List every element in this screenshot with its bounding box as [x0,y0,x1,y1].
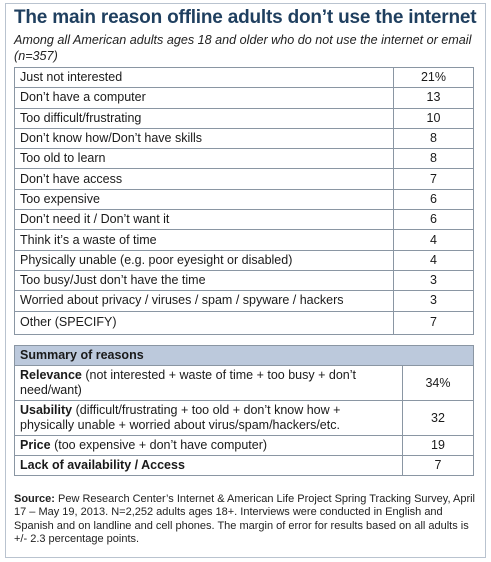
summary-name: Price [20,438,51,452]
reason-label: Don’t have access [15,169,394,189]
summary-detail: (difficult/frustrating + too old + don’t know how + physically unable + worried about virus/spam/hackers/etc. [20,403,341,432]
reason-label: Too old to learn [15,149,394,169]
reason-value: 3 [394,291,474,311]
reason-value: 13 [394,88,474,108]
reason-label: Don’t need it / Don’t want it [15,210,394,230]
summary-label [15,366,403,401]
reason-label: Too busy/Just don’t have the time [15,270,394,290]
reason-value: 6 [394,189,474,209]
summary-name: Usability [20,403,73,417]
summary-value: 7 [403,456,474,476]
table-row [15,270,474,290]
table-row [15,68,474,88]
reason-label: Physically unable (e.g. poor eyesight or disabled) [15,250,394,270]
reason-label: Don’t have a computer [15,88,394,108]
reason-label: Too expensive [15,189,394,209]
summary-row [15,436,474,456]
table-row [15,311,474,334]
summary-value: 32 [403,401,474,436]
summary-table [14,345,474,476]
summary-value: 19 [403,436,474,456]
table-row [15,250,474,270]
source-note [14,493,476,546]
source-label: Source: [14,493,55,505]
table-row [15,128,474,148]
table-row [15,169,474,189]
subtitle: Among all American adults ages 18 and older who do not use the internet or email (n=357) [14,33,472,63]
summary-name: Lack of availability / Access [20,458,185,472]
reason-value: 4 [394,250,474,270]
summary-label [15,456,403,476]
table-row [15,189,474,209]
summary-label [15,401,403,436]
summary-row [15,401,474,436]
table-row [15,210,474,230]
reason-label: Other (SPECIFY) [15,311,394,334]
table-row [15,88,474,108]
reason-value: 7 [394,169,474,189]
reason-label: Don’t know how/Don’t have skills [15,128,394,148]
reason-value: 3 [394,270,474,290]
reason-label: Worried about privacy / viruses / spam / spyware / hackers [15,291,394,311]
summary-name: Relevance [20,368,82,382]
summary-row [15,366,474,401]
reason-label: Think it’s a waste of time [15,230,394,250]
reasons-table [14,67,474,335]
reason-value: 6 [394,210,474,230]
reason-value: 4 [394,230,474,250]
page-title: The main reason offline adults don’t use the internet [14,7,477,28]
reason-value: 21% [394,68,474,88]
reason-value: 8 [394,149,474,169]
summary-detail: (too expensive + don’t have computer) [50,438,268,452]
source-text: Pew Research Center’s Internet & American Life Project Spring Tracking Survey, April 17 – May 19, 2013. N=2,252 adults ages 18+. Interviews were conducted in English and Spanish and on landline and cell phones. The margin of error for results based on all adults is +/- 2.3 percentage points. [14,493,475,545]
summary-header: Summary of reasons [15,346,474,366]
reason-label: Too difficult/frustrating [15,108,394,128]
table-row [15,291,474,311]
reason-value: 8 [394,128,474,148]
table-row [15,230,474,250]
summary-header-row [15,346,474,366]
summary-detail: (not interested + waste of time + too busy + don’t need/want) [20,368,356,397]
reason-value: 10 [394,108,474,128]
table-row [15,108,474,128]
summary-label [15,436,403,456]
table-row [15,149,474,169]
reason-label: Just not interested [15,68,394,88]
summary-row [15,456,474,476]
reason-value: 7 [394,311,474,334]
summary-value: 34% [403,366,474,401]
